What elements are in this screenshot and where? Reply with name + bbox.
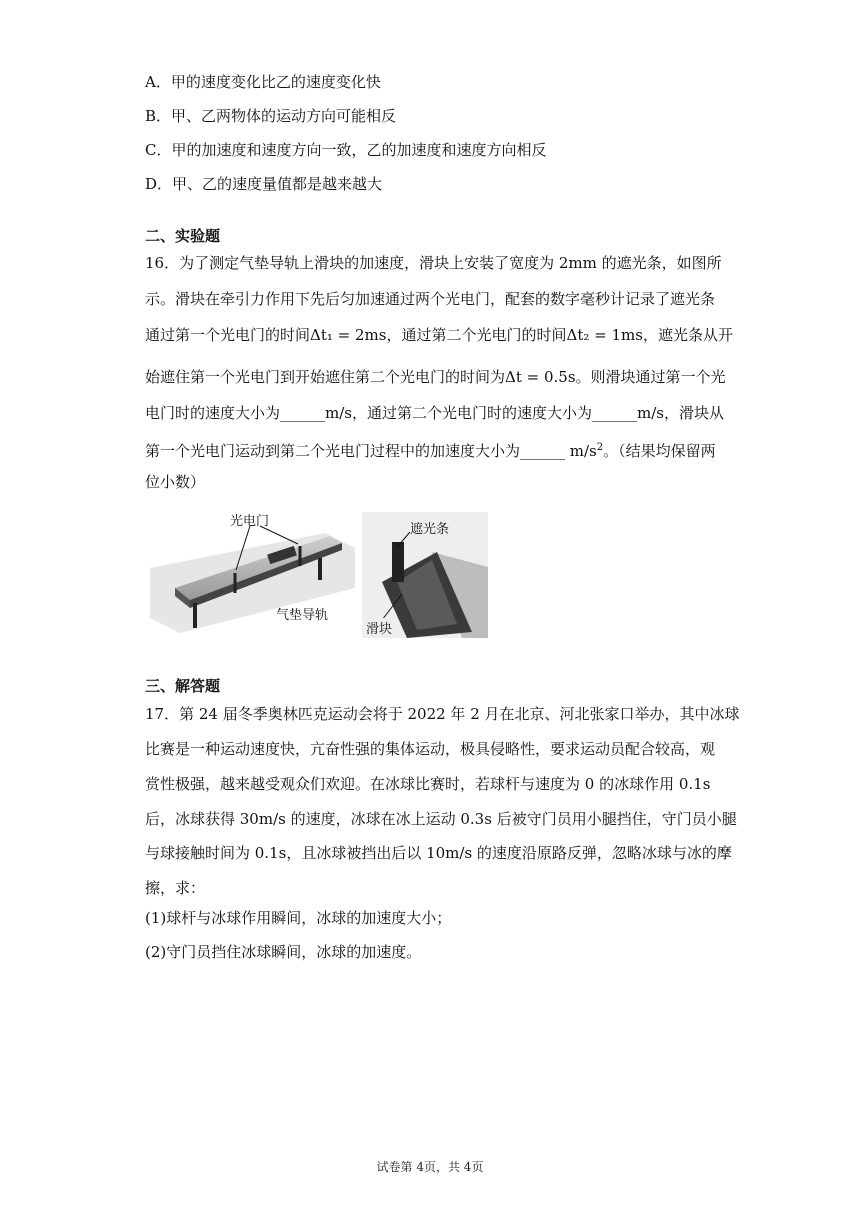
q16-line-2: 示。滑块在牵引力作用下先后匀加速通过两个光电门，配套的数字毫秒计记录了遮光条 xyxy=(145,290,716,308)
q16-line-6: 第一个光电门运动到第二个光电门过程中的加速度大小为______ $m/s^2$。（结果均保留两 xyxy=(145,442,716,460)
label-slider: 滑块 xyxy=(366,618,392,637)
label-air-track: 气垫导轨 xyxy=(276,608,329,623)
option-a: A．甲的速度变化比乙的速度变化快 xyxy=(145,73,381,91)
q17-line-2: 比赛是一种运动速度快，亢奋性强的集体运动，极具侵略性，要求运动员配合较高，观 xyxy=(145,740,716,758)
q17-subquestion-1: (1)球杆与冰球作用瞬间，冰球的加速度大小； xyxy=(145,909,452,927)
label-photogate: 光电门 xyxy=(230,514,270,529)
label-light-strip: 遮光条 xyxy=(410,518,449,537)
q16-line-4: 始遮住第一个光电门到开始遮住第二个光电门的时间为Δt = 0.5s。则滑块通过第一个光 xyxy=(145,368,726,386)
q17-line-3: 赏性极强，越来越受观众们欢迎。在冰球比赛时，若球杆与速度为 0 的冰球作用 0.1s xyxy=(145,775,711,793)
equation-dt: Δt = 0.5s xyxy=(505,368,576,386)
q16-line-1: 16．为了测定气垫导轨上滑块的加速度，滑块上安装了宽度为 2mm 的遮光条，如图所 xyxy=(145,254,722,272)
q17-line-6: 擦，求： xyxy=(145,879,206,897)
page-footer: 试卷第 4页，共 4页 xyxy=(376,1160,484,1174)
equation-dt1: Δt₁ = 2ms xyxy=(310,326,387,344)
option-b: B．甲、乙两物体的运动方向可能相反 xyxy=(145,107,397,125)
q17-subquestion-2: (2)守门员挡住冰球瞬间，冰球的加速度。 xyxy=(145,943,422,961)
slider-figure xyxy=(362,512,488,638)
section-title-solve: 三、解答题 xyxy=(145,677,221,695)
air-track-figure xyxy=(150,508,355,638)
q17-line-5: 与球接触时间为 0.1s，且冰球被挡出后以 10m/s 的速度沿原路反弹，忽略冰球与冰的摩 xyxy=(145,844,732,862)
q17-line-1: 17．第 24 届冬季奥林匹克运动会将于 2022 年 2 月在北京、河北张家口举办，其中冰球 xyxy=(145,705,740,723)
equation-dt2: Δt₂ = 1ms xyxy=(566,326,643,344)
section-title-experiment: 二、实验题 xyxy=(145,227,221,245)
q16-line-5: 电门时的速度大小为______m/s，通过第二个光电门时的速度大小为______m/s，滑块从 xyxy=(145,404,724,422)
option-d: D．甲、乙的速度量值都是越来越大 xyxy=(145,175,383,193)
q16-line-3: 通过第一个光电门的时间Δt₁ = 2ms，通过第二个光电门的时间Δt₂ = 1ms，遮光条从开 xyxy=(145,326,733,344)
q16-line-7: 位小数） xyxy=(145,473,206,491)
option-c: C．甲的加速度和速度方向一致，乙的加速度和速度方向相反 xyxy=(145,141,547,159)
q17-line-4: 后，冰球获得 30m/s 的速度，冰球在冰上运动 0.3s 后被守门员用小腿挡住，守门员小腿 xyxy=(145,810,737,828)
